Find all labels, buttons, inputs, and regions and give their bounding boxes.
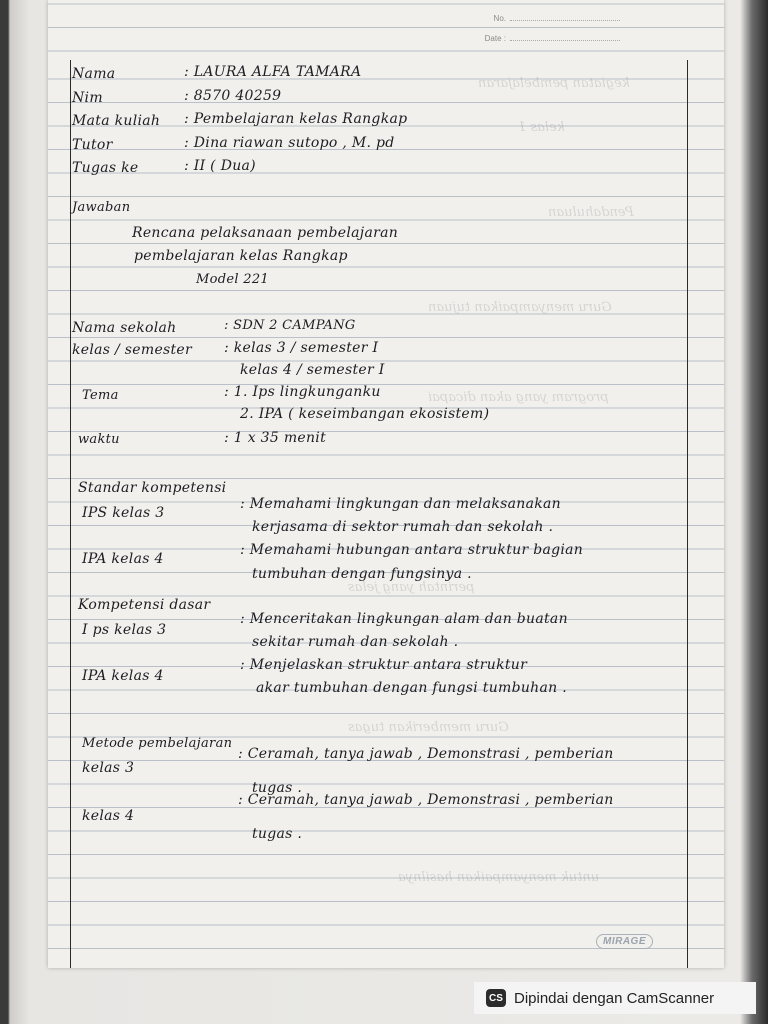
kd-ipa-line-2: akar tumbuhan dengan fungsi tumbuhan .: [256, 680, 567, 696]
tugas-value: : II ( Dua): [184, 158, 256, 174]
metode-k4-label: kelas 4: [82, 808, 135, 824]
bleed-through-text: untuk menyampaikan hasilnya: [398, 870, 600, 885]
tutor-label: Tutor: [72, 137, 113, 153]
metode-k4-line-1: : Ceramah, tanya jawab , Demonstrasi , pemberian: [238, 792, 614, 808]
answer-line-1: Rencana pelaksanaan pembelajaran: [132, 225, 399, 241]
bleed-through-text: Guru memberikan tugas: [348, 720, 509, 735]
answer-line-2: pembelajaran kelas Rangkap: [134, 248, 348, 264]
camscanner-text: Dipindai dengan CamScanner: [514, 989, 715, 1007]
kd-ipa-line-1: : Menjelaskan struktur antara struktur: [240, 657, 528, 673]
camscanner-icon: CS: [486, 989, 506, 1007]
jawaban-heading: Jawaban: [72, 200, 131, 215]
bleed-through-text: kelas 1: [518, 120, 565, 135]
bleed-through-text: Guru menyampaikan tujuan: [428, 300, 612, 315]
tugas-label: Tugas ke: [72, 160, 139, 176]
sekolah-label: Nama sekolah: [72, 320, 177, 336]
waktu-value: : 1 x 35 menit: [224, 430, 327, 446]
bleed-through-text: perintah yang jelas: [348, 580, 475, 595]
kelas-semester-value-2: kelas 4 / semester I: [240, 362, 385, 378]
sk-ips-line-1: : Memahami lingkungan dan melaksanakan: [240, 496, 561, 512]
kelas-semester-label: kelas / semester: [72, 342, 193, 358]
nama-value: : LAURA ALFA TAMARA: [184, 64, 362, 80]
camscanner-badge: [474, 982, 756, 1014]
kd-ips-line-2: sekitar rumah dan sekolah .: [252, 634, 459, 650]
sk-heading: Standar kompetensi: [78, 480, 227, 496]
kelas-semester-value-1: : kelas 3 / semester I: [224, 340, 379, 356]
answer-line-3: Model 221: [196, 272, 269, 287]
tema-label: Tema: [82, 388, 119, 403]
sk-ipa-line-2: tumbuhan dengan fungsinya .: [252, 566, 472, 582]
notebook-page: [48, 0, 724, 968]
bleed-through-text: program yang akan dicapai: [428, 390, 609, 405]
tema-value-1: : 1. Ips lingkunganku: [224, 384, 381, 400]
tutor-value: : Dina riawan sutopo , M. pd: [184, 135, 395, 151]
metode-k4-line-2: tugas .: [252, 826, 303, 842]
kd-ips-line-1: : Menceritakan lingkungan alam dan buatan: [240, 611, 568, 627]
sk-ips-line-2: kerjasama di sektor rumah dan sekolah .: [252, 519, 554, 535]
metode-heading: Metode pembelajaran: [82, 736, 233, 751]
matkul-value: : Pembelajaran kelas Rangkap: [184, 111, 408, 127]
sk-ips-label: IPS kelas 3: [82, 505, 165, 521]
no-field: No.: [494, 14, 620, 23]
nim-label: Nim: [72, 90, 103, 106]
kd-ipa-label: IPA kelas 4: [82, 668, 164, 684]
sk-ipa-line-1: : Memahami hubungan antara struktur bagian: [240, 542, 584, 558]
matkul-label: Mata kuliah: [72, 113, 161, 129]
waktu-label: waktu: [78, 432, 120, 447]
left-margin-line: [70, 60, 71, 968]
bleed-through-text: Pendahuluan: [548, 205, 634, 220]
bleed-through-text: kegiatan pembelajaran: [478, 76, 630, 91]
kd-heading: Kompetensi dasar: [78, 597, 211, 613]
mirage-logo: MIRAGE: [596, 934, 653, 949]
metode-k3-label: kelas 3: [82, 760, 135, 776]
nim-value: : 8570 40259: [184, 88, 282, 104]
kd-ips-label: I ps kelas 3: [82, 622, 167, 638]
sekolah-value: : SDN 2 CAMPANG: [224, 318, 356, 333]
nama-label: Nama: [72, 66, 116, 82]
metode-k3-line-2: tugas .: [252, 780, 303, 796]
right-margin-line: [687, 60, 688, 968]
tema-value-2: 2. IPA ( keseimbangan ekosistem): [240, 406, 490, 422]
metode-k3-line-1: : Ceramah, tanya jawab , Demonstrasi , pemberian: [238, 746, 614, 762]
date-field: Date :: [485, 34, 620, 43]
sk-ipa-label: IPA kelas 4: [82, 551, 164, 567]
